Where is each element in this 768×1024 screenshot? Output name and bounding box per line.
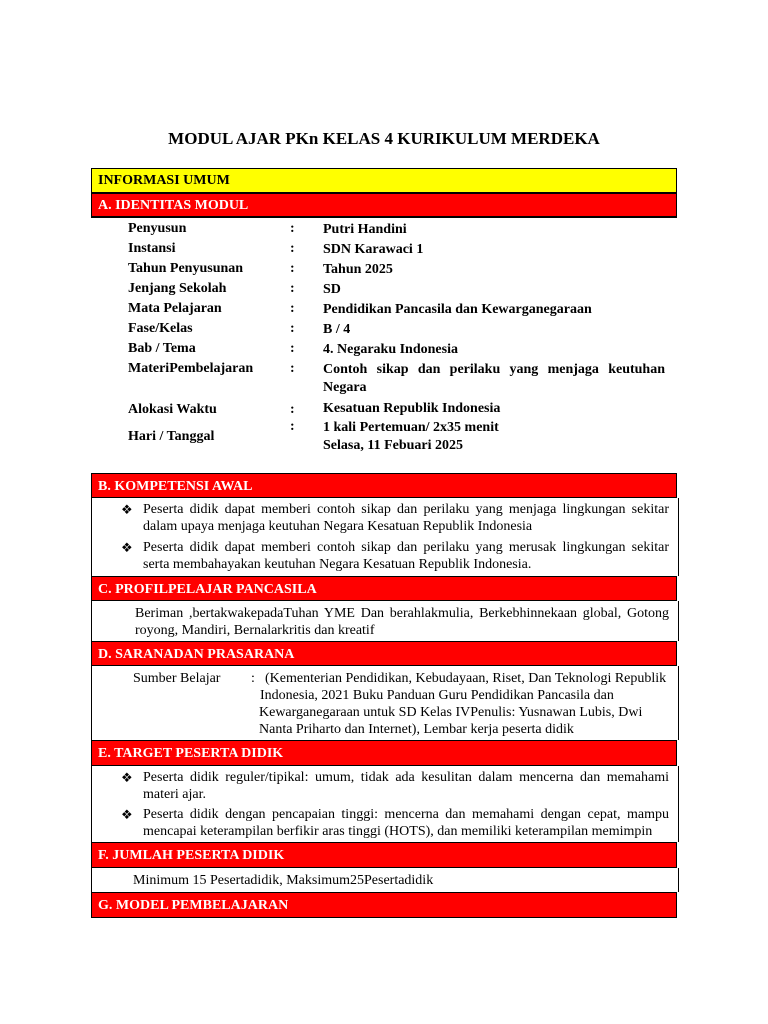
sarana-line: Kewarganegaraan untuk SD Kelas IVPenulis: Yusnawan Lubis, Dwi — [259, 705, 643, 720]
page-title: MODUL AJAR PKn KELAS 4 KURIKULUM MERDEKA — [168, 129, 600, 148]
target-item: Peserta didik reguler/tipikal: umum, tidak ada kesulitan dalam mencerna dan memahami materi ajar. — [143, 770, 669, 802]
section-kompetensi-awal: B. KOMPETENSI AWAL — [91, 473, 677, 498]
section-target-peserta: E. TARGET PESERTA DIDIK — [91, 740, 677, 766]
kompetensi-item: Peserta didik dapat memberi contoh sikap dan perilaku yang menjaga lingkungan sekitar dalam upaya menjaga keutuhan Negara Kesatuan Republik Indonesia — [143, 502, 669, 534]
profil-text: Beriman ,bertakwakepadaTuhan YME Dan berahlakmulia, Berkebhinnekaan global, Gotong royong, Mandiri, Bernalarkritis dan kreatif — [135, 606, 669, 638]
row-value: SDN Karawaci 1 — [323, 242, 424, 257]
row-label: Jenjang Sekolah — [128, 281, 227, 296]
section-model-pembelajaran: G. MODEL PEMBELAJARAN — [91, 892, 677, 918]
section-jumlah-peserta: F. JUMLAH PESERTA DIDIK — [91, 842, 677, 868]
kompetensi-item: Peserta didik dapat memberi contoh sikap dan perilaku yang merusak lingkungan sekitar serta membahayakan keutuhan Negara Kesatuan Republik Indonesia. — [143, 540, 669, 572]
diamond-bullet-icon: ❖ — [121, 540, 133, 555]
row-value: Pendidikan Pancasila dan Kewarganegaraan — [323, 302, 592, 317]
section-identitas-modul: A. IDENTITAS MODUL — [91, 193, 677, 217]
section-sarana-prasarana: D. SARANADAN PRASARANA — [91, 641, 677, 666]
identitas-box — [91, 217, 677, 218]
row-value: Putri Handini — [323, 222, 407, 237]
sarana-line: Indonesia, 2021 Buku Panduan Guru Pendidikan Pancasila dan — [260, 688, 614, 703]
row-value: Contoh sikap dan perilaku yang menjaga keutuhan Negara — [323, 362, 665, 395]
row-colon: : — [290, 341, 295, 356]
row-label: MateriPembelajaran — [128, 361, 254, 376]
row-colon: : — [290, 301, 295, 316]
section-informasi-umum: INFORMASI UMUM — [91, 168, 677, 193]
row-value: Tahun 2025 — [323, 262, 393, 277]
diamond-bullet-icon: ❖ — [121, 807, 133, 822]
row-label: Hari / Tanggal — [128, 429, 215, 444]
row-label: Alokasi Waktu — [128, 402, 217, 417]
row-value: 4. Negaraku Indonesia — [323, 342, 458, 357]
sarana-label: Sumber Belajar — [133, 671, 221, 686]
row-colon: : — [290, 241, 295, 256]
section-profil-pelajar: C. PROFILPELAJAR PANCASILA — [91, 576, 677, 601]
diamond-bullet-icon: ❖ — [121, 770, 133, 785]
row-label: Mata Pelajaran — [128, 301, 222, 316]
row-label: Penyusun — [128, 221, 187, 236]
row-colon: : — [290, 221, 295, 236]
row-label: Fase/Kelas — [128, 321, 193, 336]
row-value: B / 4 — [323, 322, 351, 337]
sarana-line: Nanta Priharto dan Internet), Lembar kerja peserta didik — [259, 722, 574, 737]
jumlah-text: Minimum 15 Pesertadidik, Maksimum25Pesertadidik — [133, 873, 434, 888]
row-colon: : — [290, 419, 295, 434]
diamond-bullet-icon: ❖ — [121, 502, 133, 517]
row-value: SD — [323, 282, 341, 297]
row-value: 1 kali Pertemuan/ 2x35 menit — [323, 420, 499, 435]
row-colon: : — [290, 402, 295, 417]
row-colon: : — [290, 321, 295, 336]
row-label: Instansi — [128, 241, 176, 256]
row-colon: : — [290, 261, 295, 276]
sarana-colon: : — [251, 671, 255, 686]
row-value: Kesatuan Republik Indonesia — [323, 401, 501, 416]
row-label: Bab / Tema — [128, 341, 196, 356]
row-label: Tahun Penyusunan — [128, 261, 244, 276]
sarana-line: (Kementerian Pendidikan, Kebudayaan, Riset, Dan Teknologi Republik — [265, 671, 667, 686]
row-value-2: Selasa, 11 Febuari 2025 — [323, 438, 464, 453]
target-item: Peserta didik dengan pencapaian tinggi: mencerna dan memahami dengan cepat, mampu mencapai keterampilan berfikir aras tinggi (HOTS), dan memiliki keterampilan memimpin — [143, 807, 669, 839]
row-colon: : — [290, 281, 295, 296]
row-colon: : — [290, 361, 295, 376]
